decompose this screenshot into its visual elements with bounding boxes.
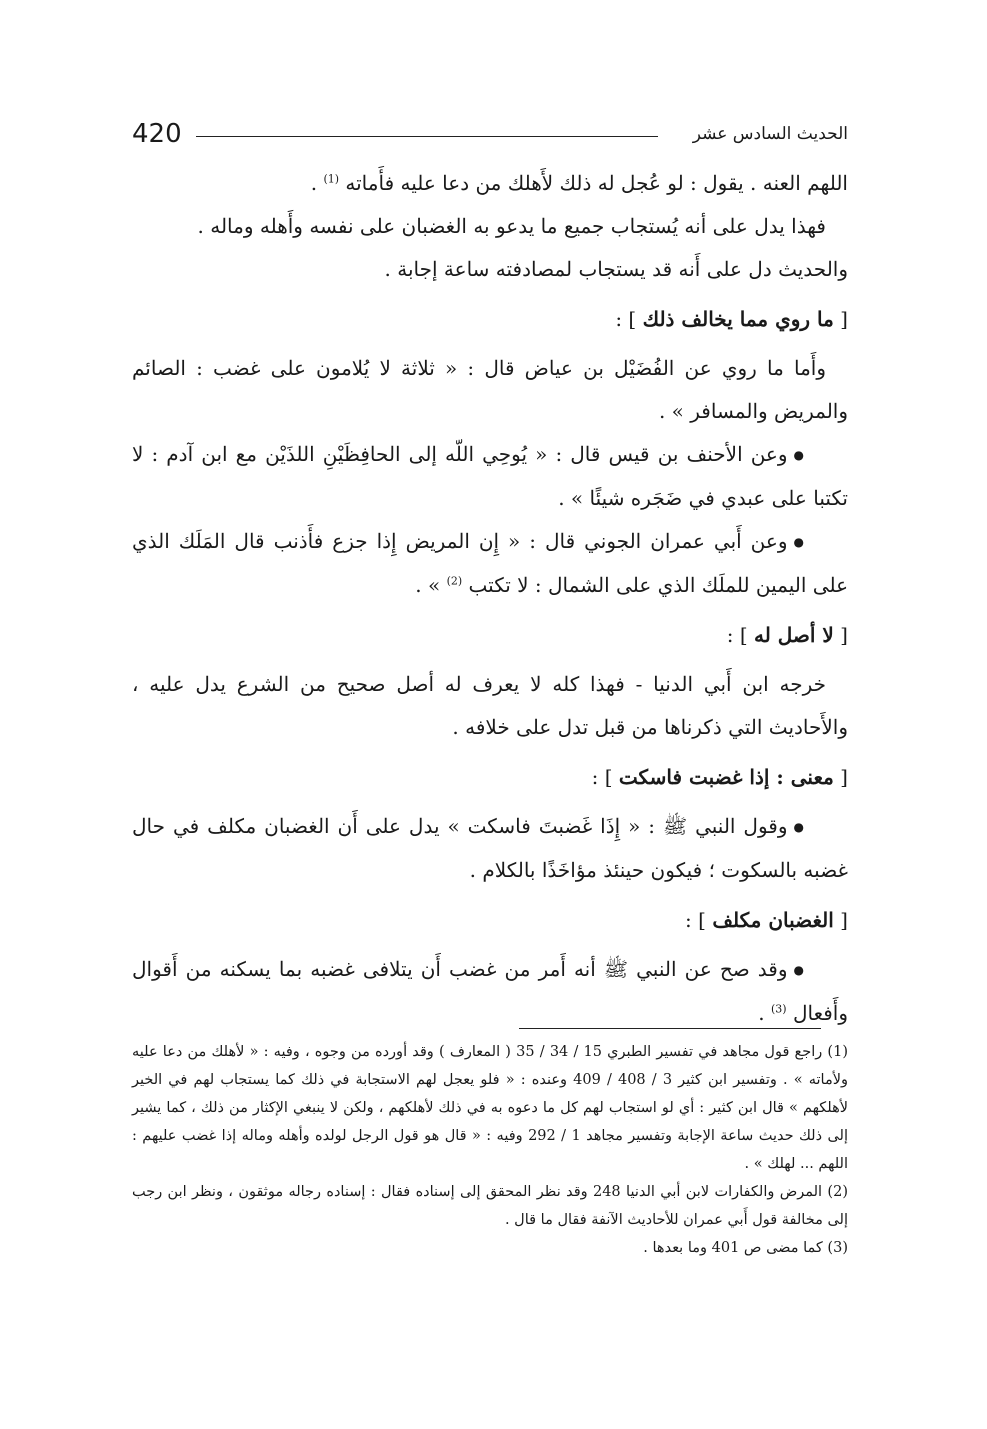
- bullet-icon: ●: [793, 448, 804, 462]
- header-rule: [196, 136, 658, 137]
- paragraph: وأَما ما روي عن الفُضَيْل بن عياض قال : « ثلاثة لا يُلامون على غضب : الصائم والمريض والمسافر » .: [132, 356, 848, 423]
- page-header: [132, 116, 848, 152]
- footnote-ref[interactable]: (3): [771, 1002, 787, 1016]
- bullet-paragraph: ●وقد صح عن النبي ﷺ أنه أَمر من غضب أَن يتلافى غضبه بما يسكنه من أَقوال وأَفعال $^{(3)}$ .: [132, 948, 848, 1035]
- section-heading: [ ما روي مما يخالف ذلك ] :: [615, 307, 848, 331]
- page-number: 420: [132, 119, 182, 149]
- footnote-3: (3) كما مضى ص 401 وما بعدها .: [643, 1240, 848, 1256]
- paragraph: فهذا يدل على أنه يُستجاب جميع ما يدعو به الغضبان على نفسه وأَهله وماله .: [197, 214, 826, 238]
- main-text: [132, 162, 848, 1035]
- footnote-ref[interactable]: (1): [323, 172, 340, 186]
- footnotes: [132, 1038, 848, 1262]
- paragraph: والحديث دل على أَنه قد يستجاب لمصادفته ساعة إجابة .: [384, 257, 848, 281]
- bullet-icon: ●: [793, 535, 804, 549]
- footnote-ref[interactable]: (2): [446, 574, 463, 588]
- bullet-icon: ●: [793, 963, 804, 977]
- section-heading: [ الغضبان مكلف ] :: [685, 908, 848, 932]
- paragraph: اللهم العنه . يقول : لو عُجل له ذلك لأَهلك من دعا عليه فأَماته $^{(1)}$ .: [310, 171, 848, 195]
- paragraph: خرجه ابن أَبي الدنيا - فهذا كله لا يعرف له أصل صحيح من الشرع يدل عليه ، والأَحاديث التي ذكرناها من قبل تدل على خلافه .: [132, 672, 848, 739]
- bullet-paragraph: ●وعن أَبي عمران الجوني قال : « إِن المريض إِذا جزع فأَذنب قال المَلَك الذي على اليمين للملَك الذي على الشمال : لا تكتب $^{(2)}$ » .: [132, 520, 848, 607]
- section-heading: [ لا أصل له ] :: [726, 623, 848, 647]
- footnote-rule: [519, 1028, 821, 1029]
- bullet-paragraph: ●وعن الأحنف بن قيس قال : « يُوحِي اللّه إلى الحافِظَيْنِ اللذَيْن مع ابن آدم : لا تكتبا على عبدي في ضَجَره شيئًا » .: [132, 433, 848, 520]
- bullet-paragraph: ●وقول النبي ﷺ : « إِذَا غَضبتَ فاسكت » يدل على أَن الغضبان مكلف في حال غضبه بالسكوت ؛ فيكون حينئذ مؤاخَذًا بالكلام .: [132, 805, 848, 892]
- footnote-1: (1) راجع قول مجاهد في تفسير الطبري 15 / 34 / 35 ( المعارف ) وقد أورده من وجوه ، وفيه : « لأهلك من دعا عليه ولأماته » . وتفسير ابن كثير 3 / 408 / 409 وعنده : « فلو يعجل لهم الاستجابة في ذلك كما يستجاب لهم في الخير لأهلكهم » قال ابن كثير : أي لو استجاب لهم كل ما دعوه به في ذلك لأهلكهم ، ولكن لا ينبغي الإكثار من ذلك ، كما يشير إلى ذلك حديث ساعة الإجابة وتفسير مجاهد 1 / 292 وفيه : « قال هو قول الرجل لولده وأهله وماله إذا غضب عليهم : اللهم ... لهلك » .: [132, 1044, 849, 1172]
- footnote-2: (2) المرض والكفارات لابن أبي الدنيا 248 وقد نظر المحقق إلى إسناده فقال : إسناده رجاله موثقون ، ونظر ابن رجب إلى مخالفة قول أَبي عمران للأحاديث الآنفة فقال ما قال .: [132, 1184, 848, 1228]
- bullet-icon: ●: [793, 820, 804, 834]
- running-title: الحديث السادس عشر: [692, 124, 848, 144]
- section-heading: [ معنى : إذا غضبت فاسكت ] :: [591, 765, 848, 789]
